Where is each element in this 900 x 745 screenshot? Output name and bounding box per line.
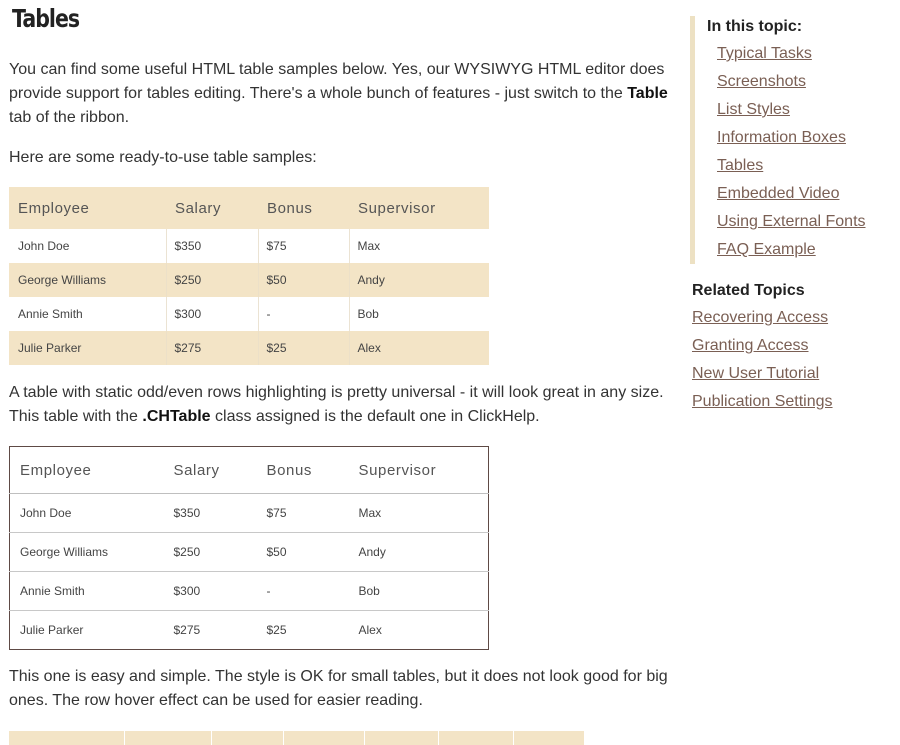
cell: $350 (166, 229, 258, 263)
cell: Annie Smith (9, 297, 166, 331)
cell: $25 (266, 623, 287, 637)
header-employee: Employee (9, 187, 166, 229)
table-row (10, 533, 489, 572)
header-supervisor: Supervisor (349, 447, 489, 494)
cell: $50 (257, 533, 349, 572)
cell: Alex (358, 623, 382, 637)
header-supervisor: Supervisor (349, 187, 489, 229)
related-link-new-user-tutorial[interactable]: New User Tutorial (692, 365, 820, 382)
striped-table-description (9, 381, 674, 429)
toc-link-external-fonts[interactable]: Using External Fonts (717, 213, 866, 230)
cell: $75 (257, 494, 349, 533)
intro-text-2: tab of the ribbon. (9, 109, 130, 126)
page-title: Tables (12, 4, 80, 33)
intro-bold-table: Table (627, 85, 668, 102)
table-row (9, 297, 489, 331)
cell: Max (349, 229, 489, 263)
cell: Julie Parker (9, 331, 166, 365)
header-cell (212, 731, 284, 745)
sample-table-striped (9, 187, 489, 365)
samples-lead: Here are some ready-to-use table samples: (9, 149, 317, 166)
header-employee: Employee (10, 447, 164, 494)
bordered-table-description: This one is easy and simple. The style is OK for small tables, but it does not look good for big ones. The row hover effect can be used for easier reading. (9, 668, 668, 709)
table-row (9, 263, 489, 297)
cell: - (257, 572, 349, 611)
header-salary: Salary (164, 447, 257, 494)
cell: Andy (349, 263, 489, 297)
cell: Annie Smith (10, 572, 164, 611)
in-this-topic-box (690, 16, 895, 264)
cell: $250 (166, 263, 258, 297)
header-cell (9, 731, 125, 745)
cell: Julie Parker (20, 623, 84, 637)
table-row (10, 494, 489, 533)
desc-bold-chtable: .CHTable (142, 408, 211, 425)
header-bonus: Bonus (258, 187, 349, 229)
table-row (9, 229, 489, 263)
intro-text-1: You can find some useful HTML table samples below. Yes, our WYSIWYG HTML editor does provide support for tables editing. There's a whole bunch of features - just switch to the (9, 61, 665, 102)
cell: $50 (258, 263, 349, 297)
sample-table-bordered (9, 446, 489, 650)
intro-paragraph (9, 58, 674, 130)
header-cell (365, 731, 439, 745)
toc-link-screenshots[interactable]: Screenshots (717, 73, 806, 90)
toc-link-embedded-video[interactable]: Embedded Video (717, 185, 840, 202)
header-bonus: Bonus (257, 447, 349, 494)
related-topics-title: Related Topics (692, 282, 805, 299)
cell: John Doe (9, 229, 166, 263)
table-row (10, 611, 489, 650)
table-row (9, 331, 489, 365)
desc-text-2: class assigned is the default one in ClickHelp. (210, 408, 540, 425)
cell: John Doe (10, 494, 164, 533)
cell: George Williams (9, 263, 166, 297)
related-link-recovering-access[interactable]: Recovering Access (692, 309, 829, 326)
cell: Bob (349, 297, 489, 331)
cell: $250 (164, 533, 257, 572)
header-cell (125, 731, 212, 745)
toc-link-information-boxes[interactable]: Information Boxes (717, 129, 846, 146)
toc-link-list-styles[interactable]: List Styles (717, 101, 790, 118)
table-header-row (9, 187, 489, 229)
header-cell (284, 731, 365, 745)
table-header-row (10, 447, 489, 494)
header-cell (439, 731, 514, 745)
cell: $275 (173, 623, 201, 637)
cell: $25 (258, 331, 349, 365)
header-salary: Salary (166, 187, 258, 229)
cell: - (258, 297, 349, 331)
cell: Max (349, 494, 489, 533)
related-link-granting-access[interactable]: Granting Access (692, 337, 809, 354)
cell: $75 (258, 229, 349, 263)
toc-link-faq-example[interactable]: FAQ Example (717, 241, 816, 258)
header-cell (514, 731, 585, 745)
cell: George Williams (10, 533, 164, 572)
cell: Bob (349, 572, 489, 611)
cell: $300 (166, 297, 258, 331)
cell: Andy (349, 533, 489, 572)
toc-link-typical-tasks[interactable]: Typical Tasks (717, 45, 812, 62)
cell: $350 (164, 494, 257, 533)
toc-link-tables[interactable]: Tables (717, 157, 764, 174)
cell: Alex (349, 331, 489, 365)
cell: $275 (166, 331, 258, 365)
toc-title: In this topic: (707, 18, 803, 35)
desc-text-1: A table with static odd/even rows highlighting is pretty universal - it will look great in any size. This table with the (9, 384, 664, 425)
related-link-publication-settings[interactable]: Publication Settings (692, 393, 833, 410)
cell: $300 (164, 572, 257, 611)
table-row (10, 572, 489, 611)
next-table-header-partial (9, 731, 585, 745)
